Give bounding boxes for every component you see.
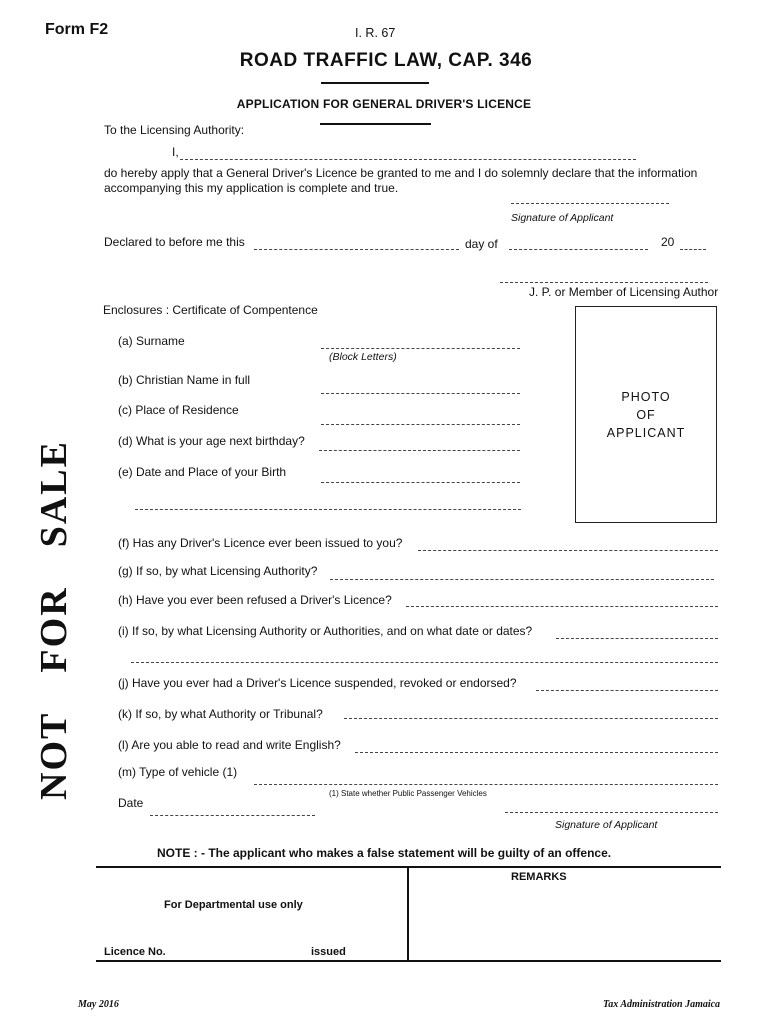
false-statement-note: NOTE : - The applicant who makes a false statement will be guilty of an offence. [157,846,612,860]
question-a-label: (a) Surname [118,334,185,348]
photo-label-line1: PHOTO [621,389,671,404]
office-box-divider [407,866,409,962]
issuing-authority-field[interactable] [330,579,714,580]
subtitle-rule [320,123,431,125]
refused-field[interactable] [406,606,718,607]
question-m-label: (m) Type of vehicle (1) [118,765,238,779]
footer-organisation: Tax Administration Jamaica [603,999,721,1010]
age-field[interactable] [319,450,520,451]
question-j-label: (j) Have you ever had a Driver's Licence suspended, revoked or endorsed? [118,676,517,690]
vehicle-footnote: (1) State whether Public Passenger Vehicles [329,789,487,798]
block-letters-hint: (Block Letters) [329,351,397,363]
question-d-label: (d) What is your age next birthday? [118,434,305,448]
question-b-label: (b) Christian Name in full [118,373,251,387]
applicant-signature-label: Signature of Applicant [511,212,614,224]
surname-field[interactable] [321,348,520,349]
enclosures-label: Enclosures : Certificate of Compentence [103,303,318,317]
residence-field[interactable] [321,424,520,425]
ir-code: I. R. 67 [355,26,396,40]
jp-signature-label: J. P. or Member of Licensing Author [529,285,719,299]
question-f-label: (f) Has any Driver's Licence ever been issued to you? [118,536,403,550]
jp-signature-field[interactable] [500,282,708,283]
photo-label-line3: APPLICANT [606,425,686,440]
applicant-signature-field[interactable] [511,203,669,204]
issued-label: issued [311,946,346,958]
declared-year-field[interactable] [680,249,706,250]
watermark-word-3: SALE [33,440,75,548]
footer-date: May 2016 [78,999,119,1010]
question-c-label: (c) Place of Residence [118,403,239,417]
watermark-word-1: NOT [33,711,75,800]
remarks-label: REMARKS [511,871,567,883]
question-g-label: (g) If so, by what Licensing Authority? [118,564,318,578]
applicant-i-label: I, [172,145,179,159]
form-subtitle: APPLICATION FOR GENERAL DRIVER'S LICENCE [236,97,532,111]
photo-box[interactable] [575,306,717,523]
title-rule [321,82,429,84]
year-prefix: 20 [661,235,675,249]
question-h-label: (h) Have you ever been refused a Driver's Licence? [118,593,392,607]
english-field[interactable] [355,752,718,753]
licence-number-label: Licence No. [104,946,166,958]
page-title: ROAD TRAFFIC LAW, CAP. 346 [239,50,533,71]
addressee: To the Licensing Authority: [104,123,245,137]
declared-month-field[interactable] [509,249,648,250]
tribunal-field[interactable] [344,718,718,719]
vehicle-type-field[interactable] [254,784,718,785]
christian-name-field[interactable] [321,393,520,394]
question-i-label: (i) If so, by what Licensing Authority or Authorities, and on what date or dates? [118,624,533,638]
final-signature-label: Signature of Applicant [555,819,658,831]
question-e-label: (e) Date and Place of your Birth [118,465,287,479]
declaration-line-2: accompanying this my application is complete and true. [104,181,399,195]
birth-details-field-2[interactable] [135,509,521,510]
declared-label: Declared to before me this [104,235,245,249]
not-for-sale-watermark [32,440,76,800]
question-l-label: (l) Are you able to read and write English? [118,738,341,752]
watermark-word-2: FOR [33,586,75,673]
photo-label-line2: OF [636,407,656,422]
final-signature-field[interactable] [505,812,718,813]
form-number: Form F2 [45,21,109,38]
date-label: Date [118,796,144,810]
question-k-label: (k) If so, by what Authority or Tribunal? [118,707,323,721]
day-of-label: day of [465,237,498,251]
declaration-line-1: do hereby apply that a General Driver's Licence be granted to me and I do solemnly declare that the information [104,166,698,180]
refusing-authority-field-2[interactable] [131,662,718,663]
departmental-use-label: For Departmental use only [164,899,303,911]
applicant-name-field[interactable] [180,159,636,160]
suspended-field[interactable] [536,690,718,691]
date-field[interactable] [150,815,315,816]
office-box-bottom-rule [96,960,721,962]
birth-details-field[interactable] [321,482,520,483]
licence-issued-field[interactable] [418,550,718,551]
refusing-authority-field[interactable] [556,638,718,639]
declared-day-field[interactable] [254,249,459,250]
